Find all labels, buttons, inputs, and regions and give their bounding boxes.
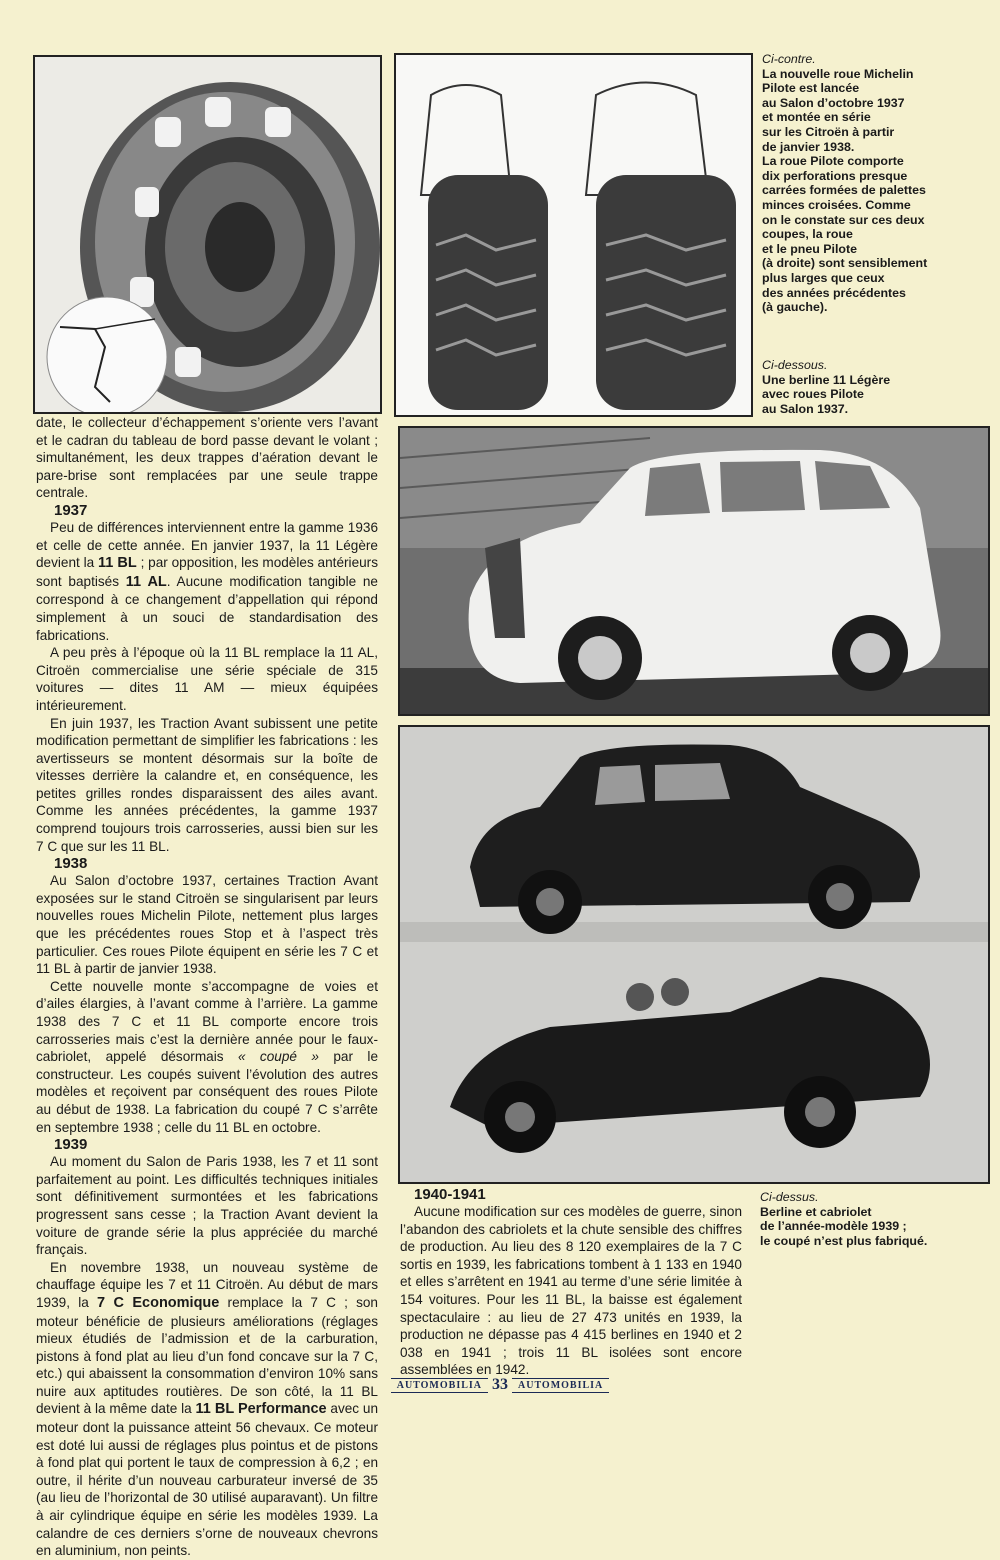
photo-berline-salon-1937	[398, 426, 990, 716]
caption-line: (à droite) sont sensiblement	[762, 256, 928, 271]
caption-line: dix perforations presque	[762, 168, 908, 183]
caption-lead: Ci-contre.	[762, 52, 816, 66]
page-footer	[373, 1374, 627, 1396]
caption-line: plus larges que ceux	[762, 270, 885, 285]
caption-line: La nouvelle roue Michelin	[762, 66, 914, 81]
caption-line: et le pneu Pilote	[762, 241, 858, 256]
caption-line: (à gauche).	[762, 300, 828, 315]
photo-wheel	[33, 55, 382, 414]
section-heading-1938: 1938	[54, 855, 88, 873]
paragraph: Aucune modification sur ces modèles de guerre, sinon l’abandon des cabriolets et la chute sensible des chiffres de production. Au lieu des 8 120 exemplaires de la 7 C sortis en 1939, les fabrications tombent à 1 133 en 1940 et elles s’arrêtent en 1941 au terme d’une série limitée à 154 voitures. Pour les 11 BL, la baisse est également spectaculaire : au lieu de 27 473 unités en 1939, la production ne dépasse pas 4 415 berlines en 1940 et 2 038 en 1941 ; trois 11 BL isolées sont encore assemblées en 1942.	[400, 1204, 742, 1378]
caption-line: Pilote est lancée	[762, 81, 860, 96]
caption-line: des années précédentes	[762, 285, 906, 300]
paragraph: Au Salon d’octobre 1937, certaines Traction Avant exposées sur le stand Citroën se singularisent par leurs nouvelles roues Michelin Pilote, nettement plus larges que les précédentes roues Stop et à l’aspect très particulier. Ces roues Pilote équipent en série les 7 C et 11 BL à partir de janvier 1938.	[36, 873, 378, 977]
paragraph: En novembre 1938, un nouveau système de chauffage équipe les 7 et 11 Citroën. Au début de mars 1939, la 7 C Economique remplace la 7 C ; son moteur bénéficie de plusieurs améliorations (réglages mieux étudiés de l’admission et de la carburation, pistons à fond plat au lieu d’un fond concave sur la 7 C, etc.) qui abaissent la consommation d’environ 10% sans nuire aux aptitudes routières. De son côté, la 11 BL devient à la même date la 11 BL Performance avec un moteur dont la puissance atteint 56 chevaux. Ce moteur est doté lui aussi de réglages plus pointus et de pistons à fond plat qui portent le taux de compression à 6,2 ; en outre, il hérite d’un nouveau carburateur inversé de 35 (au lieu de l’horizontal de 30 utilisé auparavant). Un filtre à air cylindrique équipe en série les modèles 1939. La calandre de ces derniers s’orne de nouveaux chevrons en aluminium, non peints.	[36, 1259, 379, 1559]
model-name: 11 BL	[98, 555, 137, 572]
caption-lead: Ci-dessus.	[760, 1190, 819, 1204]
intro-paragraph: date, le collecteur d’échappement s’oriente vers l’avant et le cadran du tableau de bord passe devant le volant ; simultanément, les deux trappes d’aération devant le pare-brise sont remplacées par une seule trappe centrale.	[36, 415, 378, 501]
section-heading-1939: 1939	[54, 1136, 88, 1154]
caption-line: coupes, la roue	[762, 227, 853, 242]
model-name: 7 C Economique	[96, 1294, 220, 1311]
caption-berline-salon	[762, 358, 982, 416]
caption-lead: Ci-dessous.	[762, 358, 828, 372]
paragraph: En juin 1937, les Traction Avant subissent une petite modification permettant de simplifier les fabrications : les avertisseurs se montent désormais sur la boîte de vitesses derrière la calandre et, en conséquence, les petites grilles rondes disparaissent des ailes avant. Comme les années précédentes, la gamme 1937 comprend toujours trois carrosseries, aussi bien sur les 7 C que sur les 11 BL.	[36, 715, 378, 854]
paragraph: Au moment du Salon de Paris 1938, les 7 et 11 sont parfaitement au point. Les difficultés techniques initiales sont définitivement surmontées et les fabrications progressent sans cesse ; la Traction Avant devient la voiture de grande série la plus appréciée du marché français.	[36, 1154, 378, 1258]
caption-line: le coupé n’est plus fabriqué.	[760, 1233, 928, 1248]
article-column-left	[36, 414, 378, 1560]
caption-line: et montée en série	[762, 110, 871, 125]
model-name: 11 AL	[125, 573, 167, 590]
section-heading-1937: 1937	[54, 501, 88, 519]
photo-berline-cabriolet-1939	[398, 725, 990, 1184]
paragraph: Peu de différences interviennent entre la gamme 1936 et celle de cette année. En janvier 1937, la 11 Légère devient la 11 BL ; par opposition, les modèles antérieurs sont baptisés 11 AL. Aucune modification tangible ne correspond à ce changement d’appellation qui répond simplement à un souci de standardisation des fabrications.	[36, 519, 379, 643]
caption-line: de l’année-modèle 1939 ;	[760, 1219, 907, 1234]
caption-line: Une berline 11 Légère	[762, 372, 891, 387]
caption-line: au Salon d’octobre 1937	[762, 95, 905, 110]
caption-line: carrées formées de palettes	[762, 183, 926, 198]
caption-berline-cabriolet	[760, 1190, 990, 1248]
caption-line: avec roues Pilote	[762, 387, 864, 402]
model-name: 11 BL Performance	[195, 1401, 327, 1418]
caption-wheel	[762, 52, 982, 315]
caption-line: minces croisées. Comme	[762, 197, 911, 212]
article-column-right	[400, 1186, 742, 1379]
caption-line: de janvier 1938.	[762, 139, 855, 154]
emphasis: « coupé »	[237, 1049, 319, 1065]
photo-tyre-sections	[394, 53, 753, 417]
footer-brand: AUTOMOBILIA	[391, 1378, 488, 1393]
caption-line: au Salon 1937.	[762, 401, 849, 416]
caption-line: La roue Pilote comporte	[762, 154, 904, 169]
caption-line: on le constate sur ces deux	[762, 212, 925, 227]
caption-line: sur les Citroën à partir	[762, 124, 895, 139]
caption-line: Berline et cabriolet	[760, 1204, 872, 1219]
paragraph: A peu près à l’époque où la 11 BL remplace la 11 AL, Citroën commercialise une série spéciale de 315 voitures — dites 11 AM — mieux équipées intérieurement.	[36, 645, 378, 713]
paragraph: Cette nouvelle monte s’accompagne de voies et d’ailes élargies, à l’avant comme à l’arrière. La gamme 1938 des 7 C et 11 BL comporte encore trois carrosseries mais c’est la dernière année pour le faux-cabriolet, appelé désormais « coupé » par le constructeur. Les coupés suivent l’évolution des autres modèles et reçoivent par conséquent des roues Pilote au début de 1938. La fabrication du coupé 7 C s’arrête en septembre 1938 ; celle du 11 BL en octobre.	[36, 978, 378, 1135]
section-heading-1940-1941: 1940-1941	[414, 1186, 486, 1203]
footer-brand: AUTOMOBILIA	[512, 1378, 609, 1393]
page-number: 33	[492, 1376, 508, 1393]
